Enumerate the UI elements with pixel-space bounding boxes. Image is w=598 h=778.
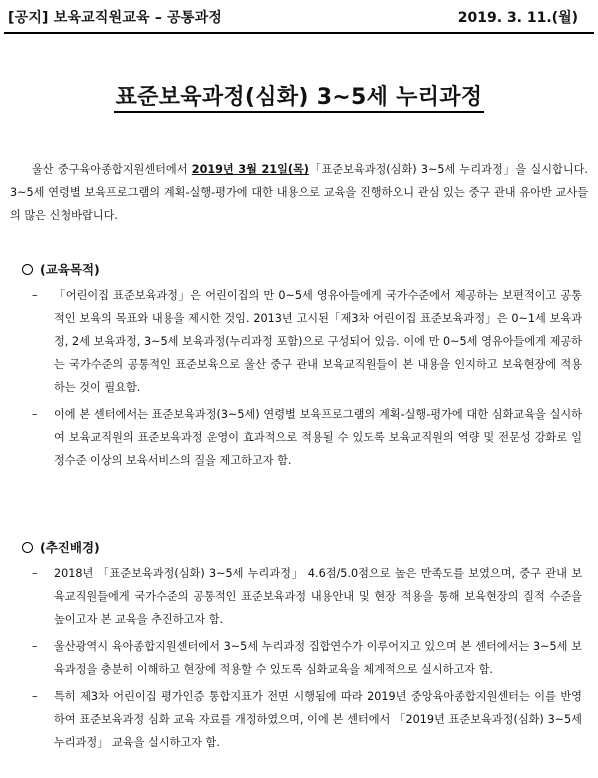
- section-background: [22, 536, 582, 754]
- section-heading: [22, 258, 582, 280]
- list-item: [22, 635, 582, 681]
- intro-before: 울산 중구육아종합지원센터에서: [32, 163, 192, 176]
- document-title-wrap: [0, 80, 598, 111]
- notice-header: [0, 0, 598, 38]
- dash-bullet: –: [32, 690, 38, 703]
- circle-bullet-icon: [22, 264, 33, 275]
- list-item-text: 울산광역시 육아종합지원센터에서 3~5세 누리과정 집합연수가 이루어지고 있으며 본 센터에서는 3~5세 보육과정을 충분히 이해하고 현장에 적용할 수 있도록 심화교육을 체계적으로 실시하고자 함.: [54, 640, 582, 676]
- list-item: [22, 403, 582, 472]
- notice-date: 2019. 3. 11.(월): [457, 10, 578, 26]
- section-heading: [22, 536, 582, 558]
- document-title: 표준보육과정(심화) 3~5세 누리과정: [114, 85, 485, 113]
- dash-bullet: –: [32, 408, 38, 421]
- intro-after: 「표준보육과정(심화) 3~5세 누리과정」을 실시합니다. 3~5세 연령별 보육프로그램의 계획-실행-평가에 대한 내용으로 교육을 진행하오니 관심 있는 중구 관내 유아반 교사들의 많은 신청바랍니다.: [10, 163, 588, 222]
- section-heading-text: (추진배경): [40, 540, 100, 555]
- list-item: [22, 685, 582, 754]
- list-item-text: 특히 제3차 어린이집 평가인증 통합지표가 전면 시행됨에 따라 2019년 중앙육아종합지원센터는 이를 반영하여 표준보육과정 심화 교육 자료를 개정하였으며, 이에 본 센터에서 「2019년 표준보육과정(심화) 3~5세 누리과정」 교육을 실시하고자 함.: [54, 690, 582, 749]
- section-purpose: [22, 258, 582, 472]
- dash-bullet: –: [32, 289, 38, 302]
- intro-paragraph: [10, 158, 588, 227]
- dash-bullet: –: [32, 640, 38, 653]
- circle-bullet-icon: [22, 542, 33, 553]
- list-item-text: 2018년 「표준보육과정(심화) 3~5세 누리과정」 4.6점/5.0점으로 높은 만족도를 보였으며, 중구 관내 보육교직원들에게 국가수준의 공통적인 표준보육과정 내용안내 및 현장 적용을 통해 보육현장의 질적 수준을 높이고자 본 교육을 추진하고자 함.: [54, 567, 582, 626]
- intro-date: 2019년 3월 21일(목): [191, 163, 309, 176]
- list-item-text: 이에 본 센터에서는 표준보육과정(3~5세) 연령별 보육프로그램의 계획-실행-평가에 대한 심화교육을 실시하여 보육교직원의 표준보육과정 운영이 효과적으로 적용될 수 있도록 보육교직원의 역량 및 전문성 강화로 일정수준 이상의 보육서비스의 질을 제고하고자 함.: [54, 408, 582, 467]
- section-heading-text: (교육목적): [40, 262, 100, 277]
- dash-bullet: –: [32, 567, 38, 580]
- notice-category: [공지] 보육교직원교육 – 공통과정: [8, 10, 223, 26]
- list-item: [22, 562, 582, 631]
- list-item: [22, 284, 582, 399]
- header-divider: [4, 32, 594, 34]
- list-item-text: 「어린이집 표준보육과정」은 어린이집의 만 0~5세 영유아들에게 국가수준에서 제공하는 보편적이고 공통적인 보육의 목표와 내용을 제시한 것임. 2013년 고시된「제3차 어린이집 표준보육과정」은 0~1세 보육과정, 2세 보육과정, 3~5세 보육과정(누리과정 포함)으로 구성되어 있음. 이에 만 0~5세 영유아들에게 제공하는 국가수준의 공통적인 표준보육으로 울산 중구 관내 보육교직원들이 본 내용을 인지하고 보육현장에 적용하는 것이 필요함.: [54, 289, 582, 394]
